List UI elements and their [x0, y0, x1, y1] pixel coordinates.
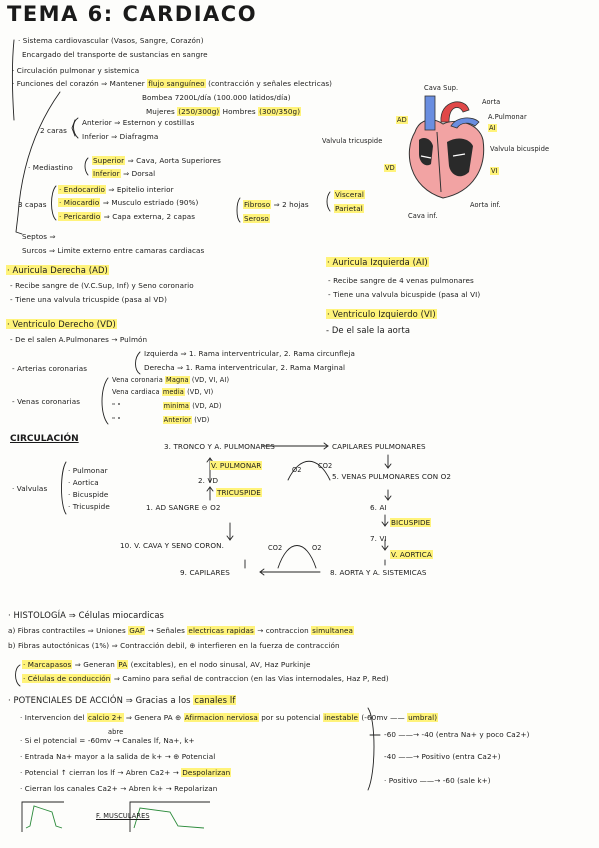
- potenciales-title: [8, 696, 236, 705]
- vena-anterior: [112, 416, 209, 425]
- histologia-line-b: b) Fibras autoctónicas (1%) ⇒ Contracción debil, ⊕ interfieren en la fuerza de contracción: [8, 641, 340, 650]
- senales-label: → Señales: [147, 626, 186, 635]
- canales-na-k: → Canales lf, Na+, k+: [113, 736, 195, 745]
- vena-anterior-chambers: (VD): [194, 416, 210, 424]
- intro-line-5: Bombea 7200L/día (100.000 latidos/día): [142, 93, 291, 102]
- v-pulmonar-text: V. PULMONAR: [211, 461, 262, 470]
- pericardio-label: · Pericardio: [59, 212, 101, 221]
- conduccion-label: · Células de conducción: [23, 674, 111, 683]
- intro-line-4: [12, 79, 332, 88]
- ventriculo-izquierdo-title: [326, 310, 437, 319]
- circ-node-10: 10. V. CAVA Y SENO CORON.: [120, 541, 224, 550]
- vena-media-type: media: [162, 388, 184, 396]
- fibroso-label: Fibroso: [244, 200, 271, 209]
- circ-node-1: 1. AD SANGRE ⊖ O2: [146, 503, 221, 512]
- si-potencial: · Si el potencial = -60mv: [20, 736, 112, 745]
- vena-media: [112, 388, 213, 397]
- circ-bicuspide: [390, 518, 431, 527]
- auricula-derecha-title: [6, 266, 109, 275]
- electricas-rapidas: electricas rapidas: [188, 626, 254, 635]
- funciones-label: · Funciones del corazón ⇒ Mantener: [12, 79, 145, 88]
- label-aorta-inf: Aorta inf.: [470, 201, 501, 209]
- label-valvula-bicuspide: Valvula bicuspide: [490, 145, 550, 153]
- label-ai: [488, 124, 497, 133]
- intro-line-1: · Sistema cardiovascular (Vasos, Sangre, Corazón): [18, 36, 204, 45]
- potenciales-heading: · POTENCIALES DE ACCIÓN ⇒ Gracias a los: [8, 695, 191, 705]
- label-vd: [384, 164, 396, 173]
- vena-media-name: Vena cardiaca: [112, 388, 160, 396]
- vena-minima: [112, 402, 222, 411]
- vena-magna-chambers: (VD, VI, AI): [191, 376, 230, 384]
- valvula-item-aortica: · Aortica: [68, 478, 99, 487]
- ad-text: AD: [397, 116, 407, 124]
- v-aortica-text: V. AORTICA: [391, 550, 432, 559]
- marcapasos-desc: (excitables), en el nodo sinusal, AV, Haz Purkinje: [130, 660, 311, 669]
- vena-magna-type: Magna: [166, 376, 189, 384]
- vena-magna-name: Vena coronaria: [112, 376, 163, 384]
- superior-label: Superior: [93, 156, 125, 165]
- contraccion-label: → contraccion: [257, 626, 309, 635]
- abre-label: abre: [108, 728, 124, 736]
- mediastino-label: · Mediastino: [28, 163, 73, 172]
- arteria-derecha: Derecha ⇒ 1. Rama interventricular, 2. Rama Marginal: [144, 363, 346, 372]
- inferior-label: Inferior: [93, 169, 120, 178]
- circ-node-9: 9. CAPILARES: [180, 568, 230, 577]
- label-cava-sup: Cava Sup.: [424, 84, 459, 92]
- label-a-pulmonar: A.Pulmonar: [488, 113, 527, 121]
- simultanea-label: simultanea: [312, 626, 354, 635]
- endocardio-desc: ⇒ Epitelio interior: [108, 185, 174, 194]
- marcapasos-line: [22, 660, 311, 669]
- potencial-sube: · Potencial ↑ cierran los lf → Abren Ca2+ →: [20, 768, 179, 777]
- histologia-title: · HISTOLOGÍA ⇒ Células miocardicas: [8, 610, 165, 620]
- potenciales-line-2: [20, 713, 438, 722]
- endocardio-label: · Endocardio: [59, 185, 105, 194]
- superior-desc: ⇒ Cava, Aorta Superiores: [127, 156, 222, 165]
- page-title: TEMA 6: CARDIACO: [7, 2, 258, 26]
- ventriculo-derecho-line-1: - De el salen A.Pulmonares → Pulmón: [10, 335, 148, 344]
- circ-node-8: 8. AORTA Y A. SISTEMICAS: [330, 568, 427, 577]
- vena-minima-type: minima: [163, 402, 190, 410]
- circ-node-7: 7. VI: [370, 534, 387, 543]
- canales-lf: canales lf: [194, 695, 236, 705]
- caras-label: 2 caras: [40, 126, 68, 135]
- pa-label: PA: [118, 660, 128, 669]
- intro-line-3: · Circulación pulmonar y sistemica: [12, 66, 140, 75]
- potenciales-right-2: -40 ——→ Positivo (entra Ca2+): [384, 752, 501, 761]
- umbral-label: umbral): [408, 713, 438, 722]
- label-vi: [490, 167, 499, 176]
- fibroso-line: [243, 200, 309, 209]
- valvula-item-tricuspide: · Tricuspide: [68, 502, 110, 511]
- venas-label: - Venas coronarias: [12, 397, 81, 406]
- label-ad: [396, 116, 408, 125]
- arterias-label: - Arterias coronarias: [12, 364, 88, 373]
- capas-label: 3 capas: [18, 200, 47, 209]
- despolarizan-label: Despolarizan: [182, 768, 231, 777]
- ventriculo-izquierdo-line-1: - De el sale la aorta: [326, 325, 411, 335]
- label-cava-inf: Cava inf.: [408, 212, 438, 220]
- arteria-izquierda: Izquierda ⇒ 1. Rama interventricular, 2. Rama circunfleja: [144, 349, 356, 358]
- capa-pericardio: [58, 212, 195, 221]
- miocardio-desc: ⇒ Musculo estriado (90%): [102, 198, 199, 207]
- surcos-line: Surcos ⇒ Limite externo entre camaras cardiacas: [22, 246, 205, 255]
- ad-title-text: · Auricula Derecha (AD): [7, 265, 108, 275]
- label-aorta: Aorta: [482, 98, 501, 106]
- circ-capilares-pulmonares: CAPILARES PULMONARES: [332, 442, 426, 451]
- mujeres-label: Mujeres: [146, 107, 175, 116]
- visceral-label: Visceral: [335, 190, 365, 199]
- funciones-note: (contracción y señales electricas): [208, 79, 333, 88]
- mujeres-weight: (250/300g): [178, 107, 220, 116]
- vena-minima-chambers: (VD, AD): [192, 402, 222, 410]
- ventriculo-derecho-title: [6, 320, 117, 329]
- tricuspide-text: TRICUSPIDE: [217, 488, 261, 497]
- auricula-derecha-line-2: - Tiene una valvula tricuspide (pasa al VD): [10, 295, 167, 304]
- inferior-desc: ⇒ Dorsal: [123, 169, 156, 178]
- vd-title-text: · Ventriculo Derecho (VD): [7, 319, 116, 329]
- caras-anterior: Anterior ⇒ Esternon y costillas: [82, 118, 195, 127]
- mediastino-superior: [92, 156, 221, 165]
- caras-inferior: Inferior ⇒ Diafragma: [82, 132, 159, 141]
- vi-title-text: · Ventriculo Izquierdo (VI): [327, 309, 436, 319]
- vena-minima-ditto: " ": [112, 402, 121, 410]
- hombres-label: Hombres: [222, 107, 256, 116]
- circ-v-aortica: [390, 550, 433, 559]
- circ-node-3: 3. TRONCO Y A. PULMONARES: [164, 442, 275, 451]
- circ-o2-bottom: O2: [312, 544, 322, 552]
- potenciales-right-1: -60 ——→ -40 (entra Na+ y poco Ca2+): [384, 730, 530, 739]
- histologia-line-a: [8, 626, 354, 635]
- circ-node-6: 6. AI: [370, 503, 387, 512]
- parietal-line: [334, 204, 364, 213]
- potenciales-line-3: [20, 736, 195, 745]
- graph-label: F. MUSCULARES: [96, 812, 150, 820]
- visceral-line: [334, 190, 365, 199]
- label-valvula-tricuspide: Valvula tricuspide: [322, 137, 383, 145]
- afirmacion-nerviosa: Afirmacion nerviosa: [184, 713, 258, 722]
- ai-title-text: · Auricula Izquierda (AI): [327, 257, 428, 267]
- generan-label: ⇒ Generan: [74, 660, 115, 669]
- circ-tricuspide: [216, 488, 262, 497]
- vena-magna: [112, 376, 229, 385]
- auricula-izquierda-line-2: - Tiene una valvula bicuspide (pasa al VI): [328, 290, 481, 299]
- capa-endocardio: [58, 185, 174, 194]
- calcio-label: calcio 2+: [88, 713, 123, 722]
- heart-illustration: [395, 92, 495, 202]
- miocardio-label: · Miocardio: [59, 198, 100, 207]
- gap-label: GAP: [129, 626, 145, 635]
- hombres-weight: (300/350g): [259, 107, 301, 116]
- hojas-label: ⇒ 2 hojas: [273, 200, 309, 209]
- marcapasos-label: · Marcapasos: [23, 660, 72, 669]
- circulacion-heading: CIRCULACIÓN: [10, 434, 79, 444]
- ai-text: AI: [489, 124, 496, 132]
- circ-node-2: 2. VD: [198, 476, 219, 485]
- seroso-label: Seroso: [244, 214, 269, 223]
- potenciales-line-4: · Entrada Na+ mayor a la salida de k+ → ⊕ Potencial: [20, 752, 216, 761]
- circ-co2-top: CO2: [318, 462, 333, 470]
- fibras-contractiles: a) Fibras contractiles ⇒ Uniones: [8, 626, 126, 635]
- intro-line-2: Encargado del transporte de sustancias en sangre: [22, 50, 208, 59]
- valvula-item-pulmonar: · Pulmonar: [68, 466, 108, 475]
- circ-v-pulmonar: [210, 461, 262, 470]
- seroso-line: [243, 214, 270, 223]
- parietal-label: Parietal: [335, 204, 363, 213]
- bicuspide-text: BICUSPIDE: [391, 518, 431, 527]
- valvulas-label: · Valvulas: [12, 484, 48, 493]
- potenciales-right-3: · Positivo ——→ -60 (sale k+): [384, 776, 491, 785]
- valvula-item-bicuspide: · Bicuspide: [68, 490, 109, 499]
- capa-miocardio: [58, 198, 198, 207]
- vena-anterior-ditto: " ": [112, 416, 121, 424]
- pericardio-desc: ⇒ Capa externa, 2 capas: [103, 212, 196, 221]
- auricula-izquierda-title: [326, 258, 429, 267]
- auricula-derecha-line-1: - Recibe sangre de (V.C.Sup, Inf) y Seno coronario: [10, 281, 194, 290]
- septos-line: Septos ⇒: [22, 232, 56, 241]
- flujo-sanguineo: flujo sanguíneo: [148, 79, 205, 88]
- inestable-label: inestable: [324, 713, 358, 722]
- minus60-label: (-60mv ——: [361, 713, 405, 722]
- conduccion-line: [22, 674, 389, 683]
- potenciales-line-5: [20, 768, 231, 777]
- vena-media-chambers: (VD, VI): [187, 388, 214, 396]
- potencial-label: por su potencial: [261, 713, 321, 722]
- vd-text: VD: [385, 164, 395, 172]
- intervencion-label: · Intervencion del: [20, 713, 85, 722]
- circ-co2-bottom: CO2: [268, 544, 283, 552]
- conduccion-desc: ⇒ Camino para señal de contraccion (en las Vias internodales, Haz P, Red): [113, 674, 389, 683]
- mediastino-inferior: [92, 169, 155, 178]
- vi-text: VI: [491, 167, 498, 175]
- circ-node-5: 5. VENAS PULMONARES CON O2: [332, 472, 452, 481]
- circ-o2-top: O2: [292, 466, 302, 474]
- intro-line-6: [146, 107, 301, 116]
- genera-pa: ⇒ Genera PA ⊕: [125, 713, 182, 722]
- potenciales-line-6: · Cierran los canales Ca2+ → Abren k+ → Repolarizan: [20, 784, 218, 793]
- auricula-izquierda-line-1: - Recibe sangre de 4 venas pulmonares: [328, 276, 474, 285]
- vena-anterior-type: Anterior: [163, 416, 192, 424]
